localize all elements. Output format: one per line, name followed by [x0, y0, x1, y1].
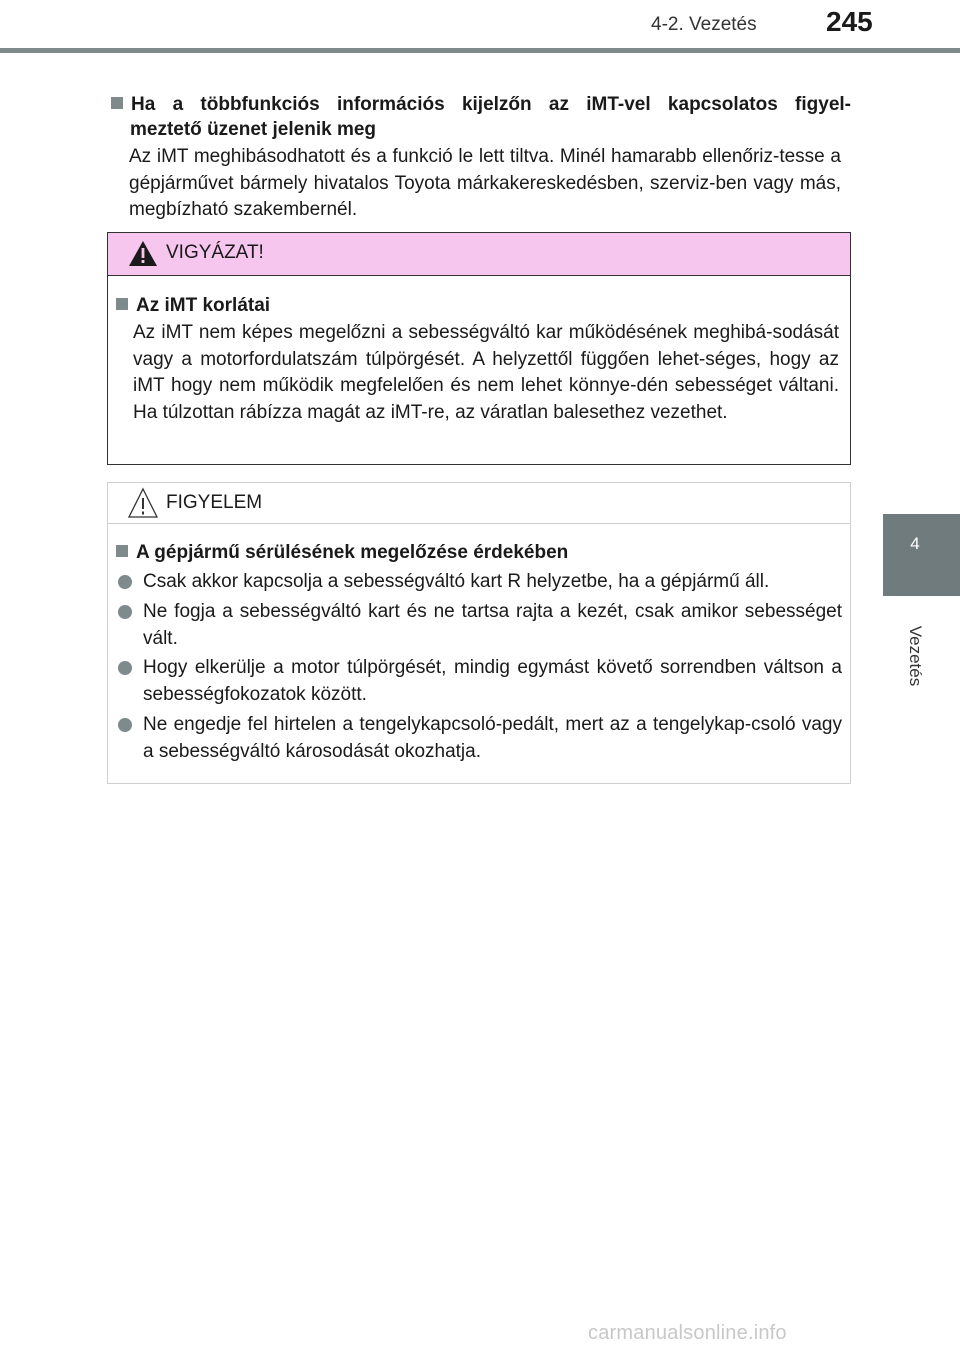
warning-title-bar [108, 233, 850, 276]
chapter-tab-number: 4 [910, 534, 920, 553]
chapter-tab-label-wrap [901, 606, 929, 696]
notice-bullet-item: Ne engedje fel hirtelen a tengelykapcsoló-pedált, mert az a tengelykap-csoló vagy a sebességváltó károsodását okozhatja. [118, 712, 842, 765]
notice-box [107, 482, 851, 784]
intro-body: Az iMT meghibásodhatott és a funkció le lett tiltva. Minél hamarabb ellenőriz-tesse a gépjárművet bármely hivatalos Toyota márkakereskedésben, szerviz-ben vagy más, megbízható szakembernél. [129, 146, 841, 220]
square-bullet-icon [116, 545, 128, 557]
round-bullet-icon [118, 661, 132, 675]
square-bullet-icon [116, 298, 128, 310]
notice-title: FIGYELEM [166, 492, 263, 513]
header-rule [0, 48, 960, 53]
notice-bullet-item: Hogy elkerülje a motor túlpörgését, mindig egymást követő sorrendben váltson a sebességfokozatok között. [118, 655, 842, 708]
watermark: carmanualsonline.info [588, 1322, 787, 1344]
notice-bullet-item: Ne fogja a sebességváltó kart és ne tartsa rajta a kezét, csak amikor sebességet vált. [118, 599, 842, 652]
round-bullet-icon [118, 575, 132, 589]
warning-title: VIGYÁZAT! [166, 242, 264, 263]
intro-heading-line1: Ha a többfunkciós információs kijelzőn az iMT-vel kapcsolatos figyel- [111, 91, 851, 118]
notice-bullet-item: Csak akkor kapcsolja a sebességváltó kart R helyzetbe, ha a gépjármű áll. [118, 569, 842, 596]
warning-box [107, 232, 851, 465]
warning-heading: Az iMT korlátai [116, 292, 270, 319]
chapter-tab [883, 514, 960, 596]
caution-triangle-icon [128, 487, 158, 519]
warning-triangle-icon [128, 239, 158, 267]
chapter-tab-label: Vezetés [906, 625, 925, 687]
notice-heading: A gépjármű sérülésének megelőzése érdekében [116, 539, 568, 566]
notice-title-bar [108, 483, 850, 524]
page-number: 245 [826, 6, 873, 37]
section-title: 4-2. Vezetés [651, 14, 757, 35]
intro-heading-line2: meztető üzenet jelenik meg [130, 119, 377, 140]
warning-body: Az iMT nem képes megelőzni a sebességváltó kar működésének meghibá-sodását vagy a motorfordulatszám túlpörgését. A helyzettől függően lehet-séges, hogy az iMT hogy nem működik megfelelően és nem lehet könnye-dén sebességet váltani. Ha túlzottan rábízza magát az iMT-re, az váratlan balesethez vezethet. [133, 322, 839, 423]
round-bullet-icon [118, 605, 132, 619]
square-bullet-icon [111, 97, 123, 109]
round-bullet-icon [118, 718, 132, 732]
